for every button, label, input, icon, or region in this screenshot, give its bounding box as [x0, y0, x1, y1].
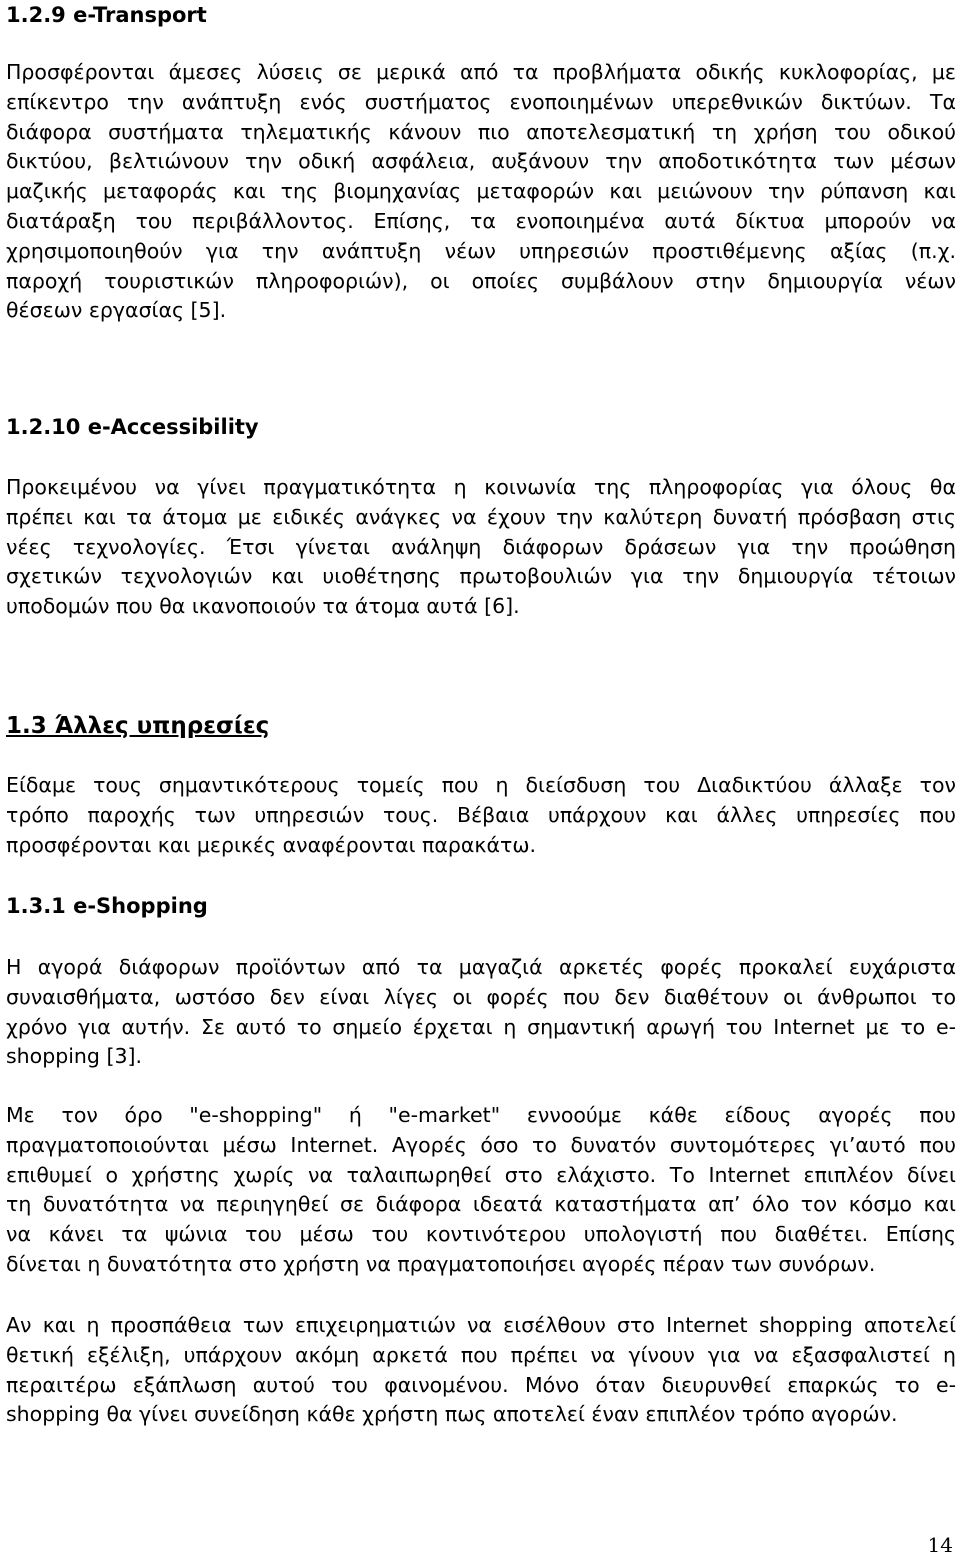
text-line: χρησιμοποιηθούν για την ανάπτυξη νέων υπηρεσιών προστιθέμενης αξίας (π.χ.	[6, 238, 956, 263]
text-line: νέες τεχνολογίες. Έτσι γίνεται ανάληψη διάφορων δράσεων για την προώθηση	[6, 534, 956, 559]
text-line: τη δυνατότητα να περιηγηθεί σε διάφορα ιδεατά καταστήματα απ’ όλο τον κόσμο και	[6, 1192, 956, 1217]
text-line: πραγματοποιούνται μέσω Internet. Αγορές όσο το δυνατόν συντομότερες γι’αυτό που	[6, 1132, 956, 1157]
text-line: Προσφέρονται άμεσες λύσεις σε μερικά από τα προβλήματα οδικής κυκλοφορίας, με	[6, 60, 956, 84]
section-heading-text: 1.3 Άλλες υπηρεσίες	[6, 713, 270, 739]
text-line: να κάνει τα ψώνια του μέσω του κοντινότερου υπολογιστή που διαθέτει. Επίσης	[6, 1222, 956, 1247]
text-line: διάφορα συστήματα τηλεματικής κάνουν πιο αποτελεσματική τη χρήση του οδικού	[6, 119, 956, 144]
paragraph-e-shopping-2	[6, 1101, 956, 1280]
text-line: πρέπει και τα άτομα με ειδικές ανάγκες να έχουν την καλύτερη δυνατή πρόσβαση στις	[6, 504, 956, 529]
text-line: συναισθήματα, ωστόσο δεν είναι λίγες οι φορές που δεν διαθέτουν οι άνθρωποι το	[6, 984, 956, 1009]
text-line: επιθυμεί ο χρήστης χωρίς να ταλαιπωρηθεί στο ελάχιστο. Το Internet επιπλέον δίνει	[6, 1162, 956, 1187]
text-line: Προκειμένου να γίνει πραγματικότητα η κοινωνία της πληροφορίας για όλους θα	[6, 475, 956, 499]
text-line: δικτύου, βελτιώνουν την οδική ασφάλεια, αυξάνουν την αποδοτικότητα των μέσων	[6, 149, 956, 174]
text-line: χρόνο για αυτήν. Σε αυτό το σημείο έρχεται η σημαντική αρωγή του Internet με το e-	[6, 1014, 956, 1039]
section-heading-e-accessibility: 1.2.10 e-Accessibility	[6, 415, 259, 439]
text-line: σχετικών τεχνολογιών και υιοθέτησης πρωτοβουλιών για την δημιουργία τέτοιων	[6, 564, 956, 589]
text-line: περαιτέρω εξάπλωση αυτού του φαινομένου. Μόνο όταν διευρυνθεί επαρκώς το e-	[6, 1372, 956, 1397]
text-line: παροχή τουριστικών πληροφοριών), οι οποίες συμβάλουν στην δημιουργία νέων	[6, 268, 956, 293]
text-line: μαζικής μεταφοράς και της βιομηχανίας μεταφορών και μειώνουν την ρύπανση και	[6, 179, 956, 204]
text-line: προσφέρονται και μερικές αναφέρονται παρακάτω.	[6, 832, 537, 857]
paragraph-e-shopping-3	[6, 1311, 956, 1430]
text-line: Με τον όρο "e-shopping" ή "e-market" εννοούμε κάθε είδους αγορές που	[6, 1103, 956, 1127]
text-line: τρόπο παροχής των υπηρεσιών τους. Βέβαια υπάρχουν και άλλες υπηρεσίες που	[6, 802, 956, 827]
paragraph-e-accessibility	[6, 473, 956, 622]
paragraph-e-transport	[6, 58, 956, 326]
text-line: διατάραξη του περιβάλλοντος. Επίσης, τα ενοποιημένα αυτά δίκτυα μπορούν να	[6, 208, 956, 233]
text-line: Η αγορά διάφορων προϊόντων από τα μαγαζιά αρκετές φορές προκαλεί ευχάριστα	[6, 955, 956, 979]
paragraph-e-shopping-1	[6, 953, 956, 1072]
page-number: 14	[927, 1533, 953, 1557]
section-heading-other-services	[6, 711, 269, 741]
text-line: θέσεων εργασίας [5].	[6, 298, 227, 323]
text-line: Αν και η προσπάθεια των επιχειρηματιών να εισέλθουν στο Internet shopping αποτελεί	[6, 1313, 956, 1337]
section-heading-e-transport: 1.2.9 e-Transport	[6, 3, 207, 27]
text-line: επίκεντρο την ανάπτυξη ενός συστήματος ενοποιημένων υπερεθνικών δικτύων. Τα	[6, 89, 956, 114]
text-line: υποδομών που θα ικανοποιούν τα άτομα αυτά [6].	[6, 594, 520, 619]
text-line: θετική εξέλιξη, υπάρχουν ακόμη αρκετά που πρέπει να γίνουν για να εξασφαλιστεί η	[6, 1342, 956, 1367]
paragraph-other-services	[6, 771, 956, 860]
text-line: Είδαμε τους σημαντικότερους τομείς που η διείσδυση του Διαδικτύου άλλαξε τον	[6, 773, 956, 797]
section-heading-e-shopping: 1.3.1 e-Shopping	[6, 894, 208, 918]
text-line: shopping θα γίνει συνείδηση κάθε χρήστη πως αποτελεί έναν επιπλέον τρόπο αγορών.	[6, 1402, 898, 1427]
text-line: shopping [3].	[6, 1044, 143, 1069]
text-line: δίνεται η δυνατότητα στο χρήστη να πραγματοποιήσει αγορές πέραν των συνόρων.	[6, 1251, 876, 1276]
